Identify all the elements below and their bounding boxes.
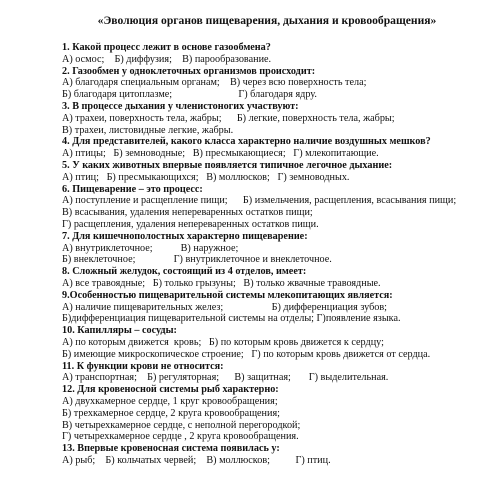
question-text: 5. У каких животных впервые появляется типичное легочное дыхание: — [62, 159, 393, 171]
answer-options: А) осмос; Б) диффузия; В) парообразование. — [62, 53, 272, 65]
document-title: «Эволюция органов пищеварения, дыхания и кровообращения» — [97, 14, 437, 27]
answer-options: А) наличие пищеварительных желез; Б) дифференциация зубов; — [62, 301, 387, 313]
question-text: 6. Пищеварение – это процесс: — [62, 183, 203, 195]
question-text: 10. Капилляры – сосуды: — [62, 325, 177, 337]
answer-options: Г) расщепления, удаления непереваренных остатков пищи. — [62, 218, 319, 230]
question-text: 9.Особенностью пищеварительной системы млекопитающих является: — [62, 289, 393, 301]
question-text: 3. В процессе дыхания у членистоногих участвуют: — [62, 100, 299, 112]
answer-options: А) транспортная; Б) регуляторная; В) защитная; Г) выделительная. — [62, 372, 389, 384]
question-text: 12. Для кровеносной системы рыб характерно: — [62, 384, 279, 396]
answer-options: А) по которым движется кровь; Б) по которым кровь движется к сердцу; — [62, 336, 384, 348]
answer-options: Б) трехкамерное сердце, 2 круга кровообращения; — [62, 407, 280, 419]
answer-options: Б) благодаря цитоплазме; Г) благодаря ядру. — [62, 89, 317, 101]
answer-options: Г) четырехкамерное сердце , 2 круга кровообращения. — [62, 431, 299, 443]
answer-options: А) благодаря специальным органам; В) через всю поверхность тела; — [62, 77, 367, 89]
answer-options: А) рыб; Б) кольчатых червей; В) моллюсков; Г) птиц. — [62, 454, 331, 466]
question-text: 13. Впервые кровеносная система появилась у: — [62, 443, 280, 455]
question-text: 2. Газообмен у одноклеточных организмов происходит: — [62, 65, 316, 77]
answer-options: Б) внеклеточное; Г) внутриклеточное и внеклеточное. — [62, 254, 332, 266]
answer-options: А) внутриклеточное; В) наружное; — [62, 242, 239, 254]
answer-options: В) четырехкамерное сердце, с неполной перегородкой; — [62, 419, 301, 431]
question-text: 8. Сложный желудок, состоящий из 4 отделов, имеет: — [62, 266, 307, 278]
answer-options: А) трахеи, поверхность тела, жабры; Б) легкие, поверхность тела, жабры; — [62, 112, 395, 124]
question-text: 11. К функции крови не относится: — [62, 360, 224, 372]
answer-options: В) всасывания, удаления непереваренных остатков пищи; — [62, 207, 313, 219]
answer-options: А) двухкамерное сердце, 1 круг кровообращения; — [62, 395, 278, 407]
question-list — [62, 42, 466, 467]
question-text: 7. Для кишечнополостных характерно пищеварение: — [62, 230, 308, 242]
answer-options: А) все травоядные; Б) только грызуны; В) только жвачные травоядные. — [62, 277, 381, 289]
question-text: 1. Какой процесс лежит в основе газообмена? — [62, 42, 271, 53]
answer-options: В) трахеи, листовидные легкие, жабры. — [62, 124, 234, 136]
answer-options: А) поступление и расщепление пищи; Б) измельчения, расщепления, всасывания пищи; — [62, 195, 457, 207]
answer-options: Б) имеющие микроскопическое строение; Г) по которым кровь движется от сердца. — [62, 348, 431, 360]
answer-options: А) птицы; Б) земноводные; В) пресмыкающиеся; Г) млекопитающие. — [62, 148, 379, 160]
question-text: 4. Для представителей, какого класса характерно наличие воздушных мешков? — [62, 136, 431, 148]
answer-options: А) птиц; Б) пресмыкающихся; В) моллюсков; Г) земноводных. — [62, 171, 350, 183]
answer-options: Б)дифференциация пищеварительной системы на отделы; Г)появление языка. — [62, 313, 401, 325]
